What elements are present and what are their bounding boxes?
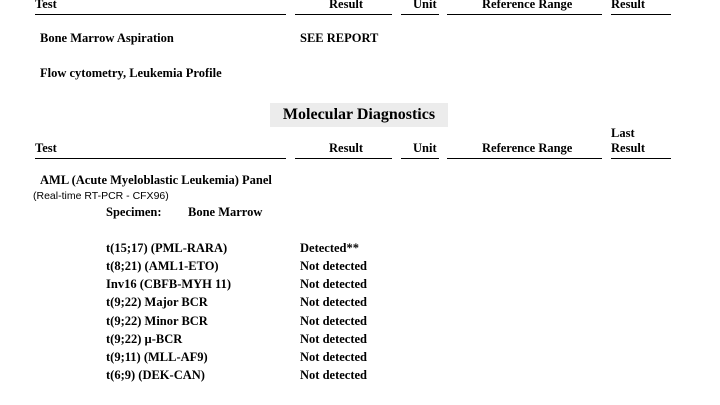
panel-name: AML (Acute Myeloblastic Leukemia) Panel — [40, 173, 272, 187]
table2-header-test: Test — [35, 142, 286, 159]
table2-header-result: Result — [295, 142, 392, 159]
table2-header-unit: Unit — [401, 142, 439, 159]
list-item-result: Not detected — [300, 277, 367, 291]
table1-header-test: Test — [35, 0, 286, 15]
list-item-test: t(15;17) (PML-RARA) — [106, 241, 228, 255]
table1-header-last-result: Result — [611, 0, 671, 15]
table1-header-reference-range: Reference Range — [447, 0, 602, 15]
list-item-test: t(9;22) Major BCR — [106, 295, 208, 309]
table1-header-result: Result — [295, 0, 392, 15]
list-item-result: Detected** — [300, 241, 359, 255]
list-item-result: Not detected — [300, 295, 367, 309]
list-item-test: t(9;11) (MLL-AF9) — [106, 350, 208, 364]
list-item-result: Not detected — [300, 368, 367, 382]
list-item-test: t(9;22) Minor BCR — [106, 314, 208, 328]
list-item-result: Not detected — [300, 314, 367, 328]
table2-header-reference-range: Reference Range — [447, 142, 602, 159]
list-item-test: t(9;22) µ-BCR — [106, 332, 183, 346]
list-item-test: t(8;21) (AML1-ETO) — [106, 259, 219, 273]
list-item-result: Not detected — [300, 350, 367, 364]
list-item-test: Inv16 (CBFB-MYH 11) — [106, 277, 231, 291]
panel-method: (Real-time RT-PCR - CFX96) — [33, 190, 169, 202]
list-item-result: Not detected — [300, 332, 367, 346]
list-item-result: Not detected — [300, 259, 367, 273]
table1-header-unit: Unit — [401, 0, 439, 15]
specimen-label: Specimen: — [106, 205, 162, 219]
table1-row-result: SEE REPORT — [300, 31, 379, 45]
table1-row-test: Flow cytometry, Leukemia Profile — [40, 66, 222, 80]
specimen-value: Bone Marrow — [188, 205, 263, 219]
table1-row-test: Bone Marrow Aspiration — [40, 31, 174, 45]
section-title: Molecular Diagnostics — [270, 103, 448, 127]
list-item-test: t(6;9) (DEK-CAN) — [106, 368, 205, 382]
table2-header-last-result: Last Result — [611, 142, 671, 159]
